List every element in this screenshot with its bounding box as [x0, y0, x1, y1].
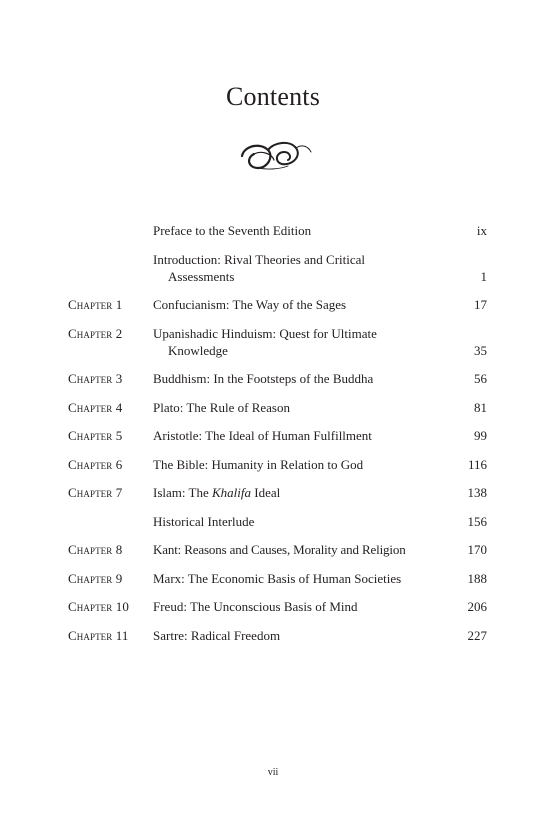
entry-title: Islam: The Khalifa Ideal [153, 485, 281, 500]
entry-title: Upanishadic Hinduism: Quest for Ultimate Knowledge [153, 326, 377, 358]
entry-title: Sartre: Radical Freedom [153, 628, 281, 643]
entry-title: Aristotle: The Ideal of Human Fulfillment [153, 428, 372, 443]
page-number: 116 [467, 457, 487, 472]
chapter-label: Chapter 1 [68, 297, 123, 312]
chapter-label: Chapter 6 [68, 457, 123, 472]
entry-title: Plato: The Rule of Reason [153, 400, 290, 415]
page-number: 227 [467, 628, 487, 643]
chapter-label: Chapter 7 [68, 485, 123, 500]
page-number: 138 [467, 485, 487, 500]
folio-page-number: vii [267, 767, 279, 778]
page-number: 188 [467, 571, 487, 586]
entry-title: Historical Interlude [153, 514, 255, 529]
page-number: 17 [474, 297, 487, 312]
chapter-label: Chapter 3 [68, 371, 123, 386]
page-number: 206 [467, 599, 487, 614]
page-number: 35 [474, 343, 487, 358]
entry-title: Preface to the Seventh Edition [153, 223, 312, 238]
entry-title: Marx: The Economic Basis of Human Societies [153, 571, 402, 586]
entry-title: The Bible: Humanity in Relation to God [153, 457, 364, 472]
entry-title: Freud: The Unconscious Basis of Mind [153, 599, 358, 614]
entry-title: Introduction: Rival Theories and Critical Assessments [153, 252, 366, 284]
page-number: 99 [474, 428, 487, 443]
page-number: 156 [467, 514, 487, 529]
page-number: ix [476, 223, 487, 238]
entry-title: Kant: Reasons and Causes, Morality and Religion [153, 542, 406, 557]
page-number: 56 [474, 371, 487, 386]
chapter-label: Chapter 8 [68, 542, 123, 557]
chapter-label: Chapter 2 [68, 326, 123, 341]
italic-term: Khalifa [211, 485, 251, 500]
chapter-label: Chapter 4 [68, 400, 123, 415]
page-title: Contents [225, 82, 321, 111]
page-number: 1 [480, 269, 487, 284]
chapter-label: Chapter 10 [68, 599, 129, 614]
entry-title: Buddhism: In the Footsteps of the Buddha [153, 371, 374, 386]
page-number: 81 [474, 400, 487, 415]
chapter-label: Chapter 5 [68, 428, 123, 443]
page-number: 170 [467, 542, 487, 557]
chapter-label: Chapter 9 [68, 571, 123, 586]
entry-title: Confucianism: The Way of the Sages [153, 297, 347, 312]
chapter-label: Chapter 11 [68, 628, 129, 643]
